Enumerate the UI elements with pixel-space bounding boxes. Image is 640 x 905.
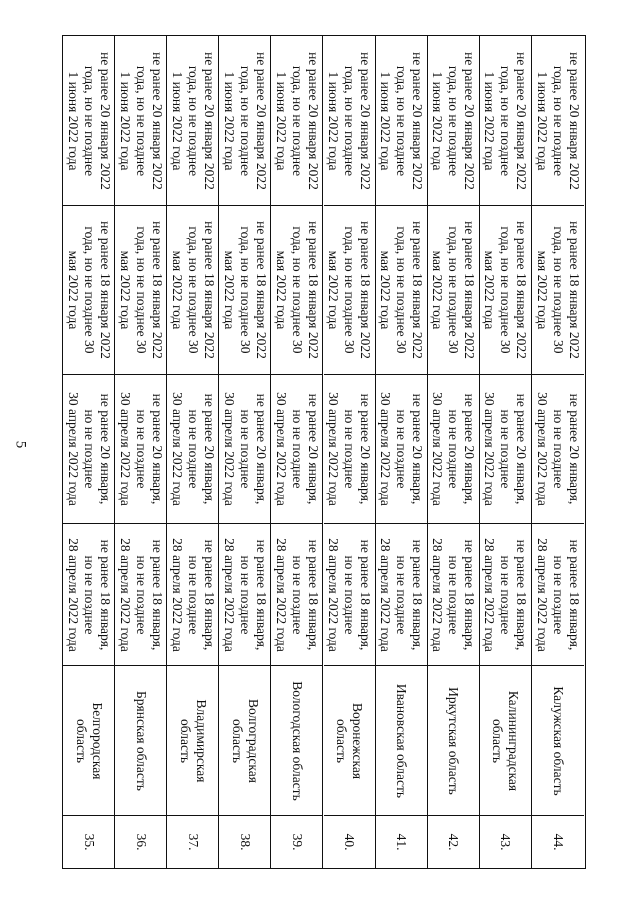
cell-region: [167, 666, 218, 816]
cell-num: [219, 816, 270, 868]
cell-next2: [324, 36, 375, 206]
cell-num: [167, 816, 218, 868]
cell-num: [63, 816, 114, 868]
cell-next2: [271, 36, 322, 206]
start-text: не ранее 18 января, но не позднее 28 апреля 2022 года: [221, 537, 269, 652]
end-text: не ранее 20 января, но не позднее 30 апреля 2022 года: [221, 392, 269, 506]
end-text: не ранее 20 января, но не позднее 30 апреля 2022 года: [378, 392, 426, 506]
region-text: Брянская область: [133, 690, 149, 791]
cell-next1: [376, 206, 427, 375]
cell-end: [428, 375, 479, 524]
next1-text: не ранее 18 января 2022 года, но не позднее 30 мая 2022 года: [65, 221, 113, 359]
start-text: не ранее 18 января, но не позднее 28 апреля 2022 года: [482, 537, 530, 652]
next1-text: не ранее 18 января 2022 года, но не позднее 30 мая 2022 года: [117, 221, 165, 359]
next1-text: не ранее 18 января 2022 года, но не позднее 30 мая 2022 года: [482, 221, 530, 359]
cell-next1: [167, 206, 218, 375]
cell-end: [376, 375, 427, 524]
table-row: [480, 36, 532, 868]
region-text: Вологодская область: [289, 680, 305, 801]
cell-next2: [63, 36, 114, 206]
next2-text: не ранее 20 января 2022 года, но не позднее 1 июня 2022 года: [65, 51, 113, 190]
start-text: не ранее 18 января, но не позднее 28 апреля 2022 года: [430, 537, 478, 652]
cell-next2: [480, 36, 531, 206]
cell-region: [219, 666, 270, 816]
cell-next2: [167, 36, 218, 206]
next1-text: не ранее 18 января 2022 года, но не позднее 30 мая 2022 года: [430, 221, 478, 359]
schedule-table: [62, 35, 586, 869]
num-text: 38.: [237, 833, 253, 851]
cell-num: [428, 816, 479, 868]
num-text: 40.: [342, 833, 358, 851]
end-text: не ранее 20 января, но не позднее 30 апреля 2022 года: [534, 392, 582, 506]
start-text: не ранее 18 января, но не позднее 28 апреля 2022 года: [65, 537, 113, 652]
end-text: не ранее 20 января, но не позднее 30 апреля 2022 года: [482, 392, 530, 506]
cell-num: [271, 816, 322, 868]
start-text: не ранее 18 января, но не позднее 28 апреля 2022 года: [117, 537, 165, 652]
cell-next2: [219, 36, 270, 206]
cell-region: [532, 666, 584, 816]
cell-start: [324, 524, 375, 666]
next2-text: не ранее 20 января 2022 года, но не позднее 1 июня 2022 года: [117, 51, 165, 190]
table-row: [324, 36, 376, 868]
cell-num: [480, 816, 531, 868]
cell-next2: [532, 36, 584, 206]
end-text: не ранее 20 января, но не позднее 30 апреля 2022 года: [169, 392, 217, 506]
next2-text: не ранее 20 января 2022 года, но не позднее 1 июня 2022 года: [273, 51, 321, 190]
region-text: Ивановская область: [394, 683, 410, 798]
next2-text: не ранее 20 января 2022 года, но не позднее 1 июня 2022 года: [326, 51, 374, 190]
cell-end: [115, 375, 166, 524]
cell-start: [219, 524, 270, 666]
page-number: 5: [12, 440, 29, 449]
start-text: не ранее 18 января, но не позднее 28 апреля 2022 года: [378, 537, 426, 652]
cell-end: [532, 375, 584, 524]
region-text: Калужская область: [550, 685, 566, 796]
cell-start: [167, 524, 218, 666]
cell-next1: [219, 206, 270, 375]
table-row: [376, 36, 428, 868]
table-row: [115, 36, 167, 868]
num-text: 42.: [446, 833, 462, 851]
cell-region: [63, 666, 114, 816]
region-text: Волгоградская область: [229, 698, 261, 783]
cell-end: [271, 375, 322, 524]
region-text: Владимирская область: [177, 699, 209, 782]
cell-region: [376, 666, 427, 816]
end-text: не ранее 20 января, но не позднее 30 апреля 2022 года: [326, 392, 374, 506]
cell-next1: [271, 206, 322, 375]
cell-region: [428, 666, 479, 816]
end-text: не ранее 20 января, но не позднее 30 апреля 2022 года: [117, 392, 165, 506]
end-text: не ранее 20 января, но не позднее 30 апреля 2022 года: [430, 392, 478, 506]
cell-next2: [376, 36, 427, 206]
cell-start: [428, 524, 479, 666]
table-row: [63, 36, 115, 868]
table-row: [271, 36, 323, 868]
cell-region: [115, 666, 166, 816]
cell-start: [532, 524, 584, 666]
next1-text: не ранее 18 января 2022 года, но не позднее 30 мая 2022 года: [169, 221, 217, 359]
cell-end: [219, 375, 270, 524]
next2-text: не ранее 20 января 2022 года, но не позднее 1 июня 2022 года: [482, 51, 530, 190]
next1-text: не ранее 18 января 2022 года, но не позднее 30 мая 2022 года: [326, 221, 374, 359]
region-text: Иркутская область: [446, 686, 462, 795]
cell-num: [376, 816, 427, 868]
cell-next1: [324, 206, 375, 375]
cell-num: [532, 816, 584, 868]
next2-text: не ранее 20 января 2022 года, но не позднее 1 июня 2022 года: [169, 51, 217, 190]
cell-num: [115, 816, 166, 868]
num-text: 41.: [394, 833, 410, 851]
cell-next1: [480, 206, 531, 375]
cell-next2: [115, 36, 166, 206]
start-text: не ранее 18 января, но не позднее 28 апреля 2022 года: [534, 537, 582, 652]
start-text: не ранее 18 января, но не позднее 28 апреля 2022 года: [273, 537, 321, 652]
cell-end: [480, 375, 531, 524]
num-text: 43.: [498, 833, 514, 851]
cell-region: [271, 666, 322, 816]
cell-region: [324, 666, 375, 816]
cell-region: [480, 666, 531, 816]
table-row: [219, 36, 271, 868]
next1-text: не ранее 18 января 2022 года, но не позднее 30 мая 2022 года: [221, 221, 269, 359]
cell-start: [271, 524, 322, 666]
cell-next1: [428, 206, 479, 375]
cell-start: [376, 524, 427, 666]
table-row: [532, 36, 584, 868]
cell-end: [324, 375, 375, 524]
next2-text: не ранее 20 января 2022 года, но не позднее 1 июня 2022 года: [221, 51, 269, 190]
cell-next1: [115, 206, 166, 375]
num-text: 36.: [133, 833, 149, 851]
table-row: [428, 36, 480, 868]
end-text: не ранее 20 января, но не позднее 30 апреля 2022 года: [65, 392, 113, 506]
cell-next1: [532, 206, 584, 375]
cell-end: [167, 375, 218, 524]
next2-text: не ранее 20 января 2022 года, но не позднее 1 июня 2022 года: [430, 51, 478, 190]
next1-text: не ранее 18 января 2022 года, но не позднее 30 мая 2022 года: [534, 221, 582, 359]
cell-next1: [63, 206, 114, 375]
start-text: не ранее 18 января, но не позднее 28 апреля 2022 года: [169, 537, 217, 652]
next2-text: не ранее 20 января 2022 года, но не позднее 1 июня 2022 года: [378, 51, 426, 190]
region-text: Воронежская область: [334, 702, 366, 779]
num-text: 37.: [185, 833, 201, 851]
cell-start: [115, 524, 166, 666]
cell-start: [63, 524, 114, 666]
region-text: Белгородская область: [73, 702, 105, 779]
start-text: не ранее 18 января, но не позднее 28 апреля 2022 года: [326, 537, 374, 652]
num-text: 39.: [289, 833, 305, 851]
cell-num: [324, 816, 375, 868]
num-text: 35.: [81, 833, 97, 851]
next2-text: не ранее 20 января 2022 года, но не позднее 1 июня 2022 года: [534, 51, 582, 190]
next1-text: не ранее 18 января 2022 года, но не позднее 30 мая 2022 года: [273, 221, 321, 359]
table-row: [167, 36, 219, 868]
num-text: 44.: [550, 833, 566, 851]
next1-text: не ранее 18 января 2022 года, но не позднее 30 мая 2022 года: [378, 221, 426, 359]
cell-start: [480, 524, 531, 666]
end-text: не ранее 20 января, но не позднее 30 апреля 2022 года: [273, 392, 321, 506]
cell-next2: [428, 36, 479, 206]
cell-end: [63, 375, 114, 524]
region-text: Калининградская область: [490, 690, 522, 791]
